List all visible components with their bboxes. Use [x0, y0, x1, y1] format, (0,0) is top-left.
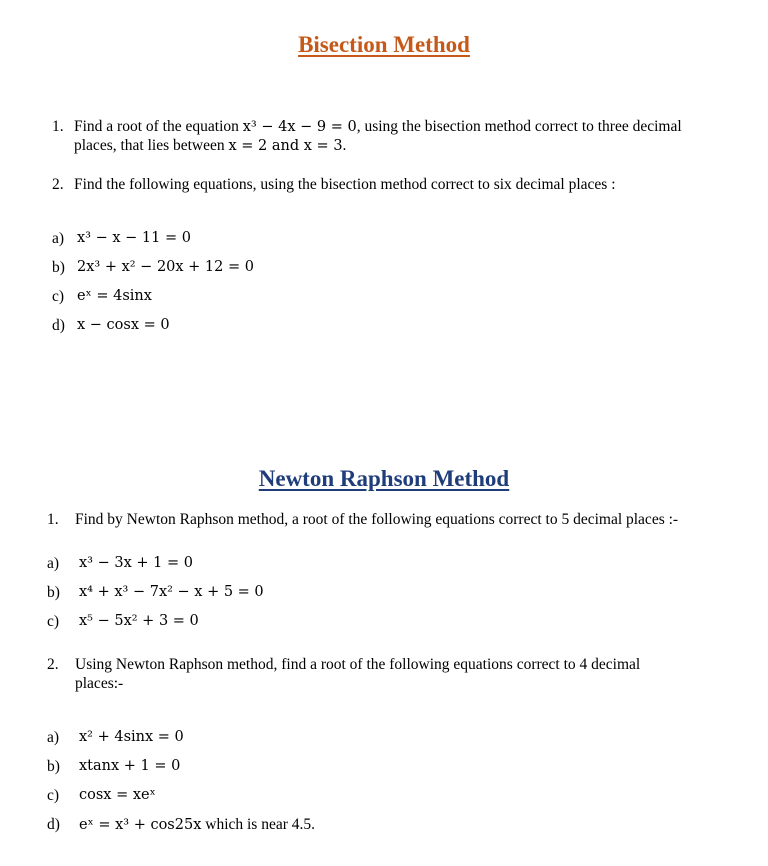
newton-item2-c-equation: cosx = xeˣ [79, 787, 156, 803]
bisection-item-a-equation: x³ − x − 11 = 0 [77, 230, 191, 246]
newton-item2-c-label: c) [47, 787, 60, 804]
bisection-item-b-label: b) [52, 259, 65, 276]
newton-item2-d-label: d) [47, 816, 60, 833]
bisection-q1-number: 1. [52, 118, 64, 135]
bisection-q1-text-after: , using the bisection method correct to three decimal [356, 118, 682, 135]
newton-q1-number: 1. [47, 511, 59, 528]
bisection-item-c-equation: eˣ = 4sinx [77, 288, 152, 304]
newton-item2-d-equation: eˣ = x³ + cos25x [79, 817, 202, 833]
bisection-q1-line2-text: places, that lies between [74, 137, 229, 154]
bisection-title: Bisection Method [298, 32, 470, 57]
bisection-item-a-label: a) [52, 230, 65, 247]
newton-item1-c-equation: x⁵ − 5x² + 3 = 0 [79, 613, 199, 629]
bisection-q1-line1 [74, 117, 682, 137]
newton-q2-line2: places:- [75, 675, 124, 692]
newton-item1-a-equation: x³ − 3x + 1 = 0 [79, 555, 193, 571]
newton-item1-b-label: b) [47, 584, 60, 601]
newton-q1-text: Find by Newton Raphson method, a root of the following equations correct to 5 decimal places :- [75, 511, 679, 528]
newton-q2-line1: Using Newton Raphson method, find a root of the following equations correct to 4 decimal [75, 656, 641, 673]
newton-item2-a-equation: x² + 4sinx = 0 [79, 729, 184, 745]
bisection-q2-number: 2. [52, 176, 64, 193]
newton-item1-b-equation: x⁴ + x³ − 7x² − x + 5 = 0 [79, 584, 264, 600]
bisection-q2-text: Find the following equations, using the bisection method correct to six decimal places : [74, 176, 616, 193]
newton-item2-a-label: a) [47, 729, 60, 746]
newton-q2-number: 2. [47, 656, 59, 673]
bisection-q1-line2 [74, 136, 346, 156]
bisection-q1-text: Find a root of the equation [74, 118, 243, 135]
bisection-item-b-equation: 2x³ + x² − 20x + 12 = 0 [77, 259, 254, 275]
newton-item1-c-label: c) [47, 613, 60, 630]
newton-title: Newton Raphson Method [258, 466, 510, 491]
newton-item2-d-suffix: which is near 4.5. [201, 816, 316, 833]
newton-item2-b-label: b) [47, 758, 60, 775]
bisection-item-c-label: c) [52, 288, 65, 305]
newton-item2-d-line [79, 815, 315, 835]
bisection-item-d-equation: x − cosx = 0 [77, 317, 170, 333]
bisection-q1-period: . [342, 137, 347, 154]
bisection-q1-interval: x = 2 and x = 3 [228, 138, 343, 154]
bisection-item-d-label: d) [52, 317, 65, 334]
newton-item1-a-label: a) [47, 555, 60, 572]
bisection-q1-equation: x³ − 4x − 9 = 0 [242, 119, 357, 135]
newton-item2-b-equation: xtanx + 1 = 0 [79, 758, 181, 774]
